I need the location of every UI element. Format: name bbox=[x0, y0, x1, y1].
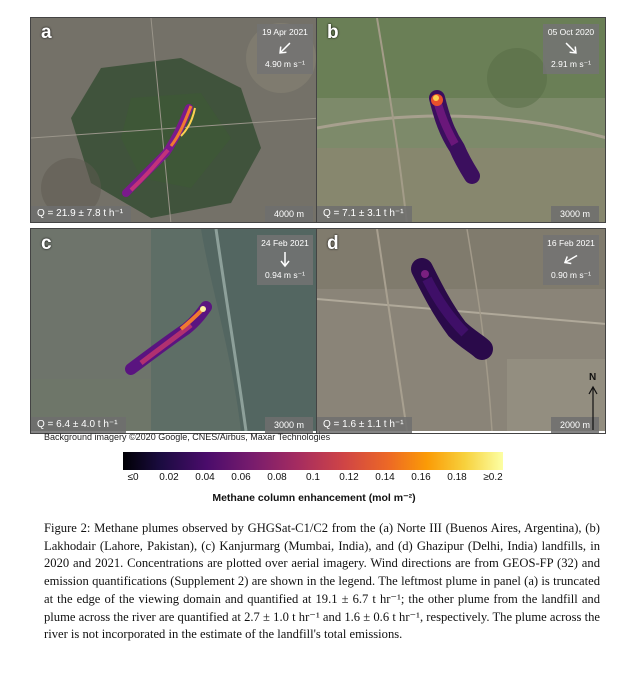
wind-box bbox=[257, 235, 313, 285]
panel-d bbox=[316, 228, 606, 434]
scale-bar: 3000 m bbox=[551, 206, 599, 222]
colorbar-tick-label: 0.18 bbox=[447, 472, 467, 483]
colorbar bbox=[123, 452, 503, 470]
colorbar-tick-label: 0.02 bbox=[159, 472, 179, 483]
scale-bar: 2000 m bbox=[551, 417, 599, 433]
north-label: N bbox=[589, 372, 597, 383]
observation-date: 05 Oct 2020 bbox=[547, 27, 595, 37]
wind-box bbox=[543, 24, 599, 74]
colorbar-tick-label: 0.08 bbox=[267, 472, 287, 483]
panel-a bbox=[30, 17, 320, 223]
emission-rate: Q = 7.1 ± 3.1 t h⁻¹ bbox=[317, 206, 412, 222]
wind-arrow-icon bbox=[275, 249, 295, 269]
colorbar-tick-label: 0.1 bbox=[306, 472, 320, 483]
imagery-credit: Background imagery ©2020 Google, CNES/Airbus, Maxar Technologies bbox=[44, 432, 331, 442]
panel-label: d bbox=[327, 233, 339, 254]
figure-caption: Figure 2: Methane plumes observed by GHGSat-C1/C2 from the (a) Norte III (Buenos Aires, Argentina), (b) Lakhodair (Lahore, Pakistan), (c) Kanjurmarg (Mumbai, India), and (d) Ghazipur (Delhi, India) landfills, in 2020 and 2021. Concentrations are plotted over aerial imagery. Wind directions are from GEOS-FP (32) and emission quantifications (Supplement 2) are shown in the legend. The leftmost plume in panel (a) is truncated at the edge of the viewing domain and quantified at 19.1 ± 6.7 t hr⁻¹; the other plume from the landfill and plume across the river are quantified at 2.7 ± 1.0 t hr⁻¹ and 1.6 ± 0.6 t hr⁻¹, respectively. The plume across the river is not incorporated in the estimate of the landfill's total emissions. bbox=[44, 521, 600, 642]
wind-speed: 4.90 m s⁻¹ bbox=[265, 59, 305, 69]
wind-speed: 2.91 m s⁻¹ bbox=[551, 59, 591, 69]
wind-arrow-icon bbox=[561, 38, 581, 58]
wind-box bbox=[257, 24, 313, 74]
panel-label: a bbox=[41, 22, 52, 43]
north-arrow bbox=[583, 372, 607, 432]
north-arrow-icon bbox=[583, 384, 607, 434]
wind-box bbox=[543, 235, 599, 285]
colorbar-tick-label: 0.06 bbox=[231, 472, 251, 483]
wind-speed: 0.90 m s⁻¹ bbox=[551, 270, 591, 280]
wind-speed: 0.94 m s⁻¹ bbox=[265, 270, 305, 280]
emission-rate: Q = 21.9 ± 7.8 t h⁻¹ bbox=[31, 206, 131, 222]
scale-bar: 3000 m bbox=[265, 417, 313, 433]
panel-b bbox=[316, 17, 606, 223]
panel-label: c bbox=[41, 233, 52, 254]
scale-bar: 4000 m bbox=[265, 206, 313, 222]
panel-label: b bbox=[327, 22, 339, 43]
panel-c bbox=[30, 228, 320, 434]
emission-rate: Q = 1.6 ± 1.1 t h⁻¹ bbox=[317, 417, 412, 433]
colorbar-tick-label: ≥0.2 bbox=[483, 472, 503, 483]
colorbar-tick-label: 0.04 bbox=[195, 472, 215, 483]
wind-arrow-icon bbox=[561, 249, 581, 269]
observation-date: 24 Feb 2021 bbox=[261, 238, 309, 248]
wind-arrow-icon bbox=[275, 38, 295, 58]
colorbar-tick-label: 0.16 bbox=[411, 472, 431, 483]
observation-date: 19 Apr 2021 bbox=[262, 27, 308, 37]
colorbar-tick-label: ≤0 bbox=[127, 472, 139, 483]
observation-date: 16 Feb 2021 bbox=[547, 238, 595, 248]
emission-rate: Q = 6.4 ± 4.0 t h⁻¹ bbox=[31, 417, 126, 433]
colorbar-ticks bbox=[0, 472, 628, 486]
colorbar-label: Methane column enhancement (mol m⁻²) bbox=[212, 492, 416, 504]
colorbar-tick-label: 0.12 bbox=[339, 472, 359, 483]
colorbar-tick-label: 0.14 bbox=[375, 472, 395, 483]
